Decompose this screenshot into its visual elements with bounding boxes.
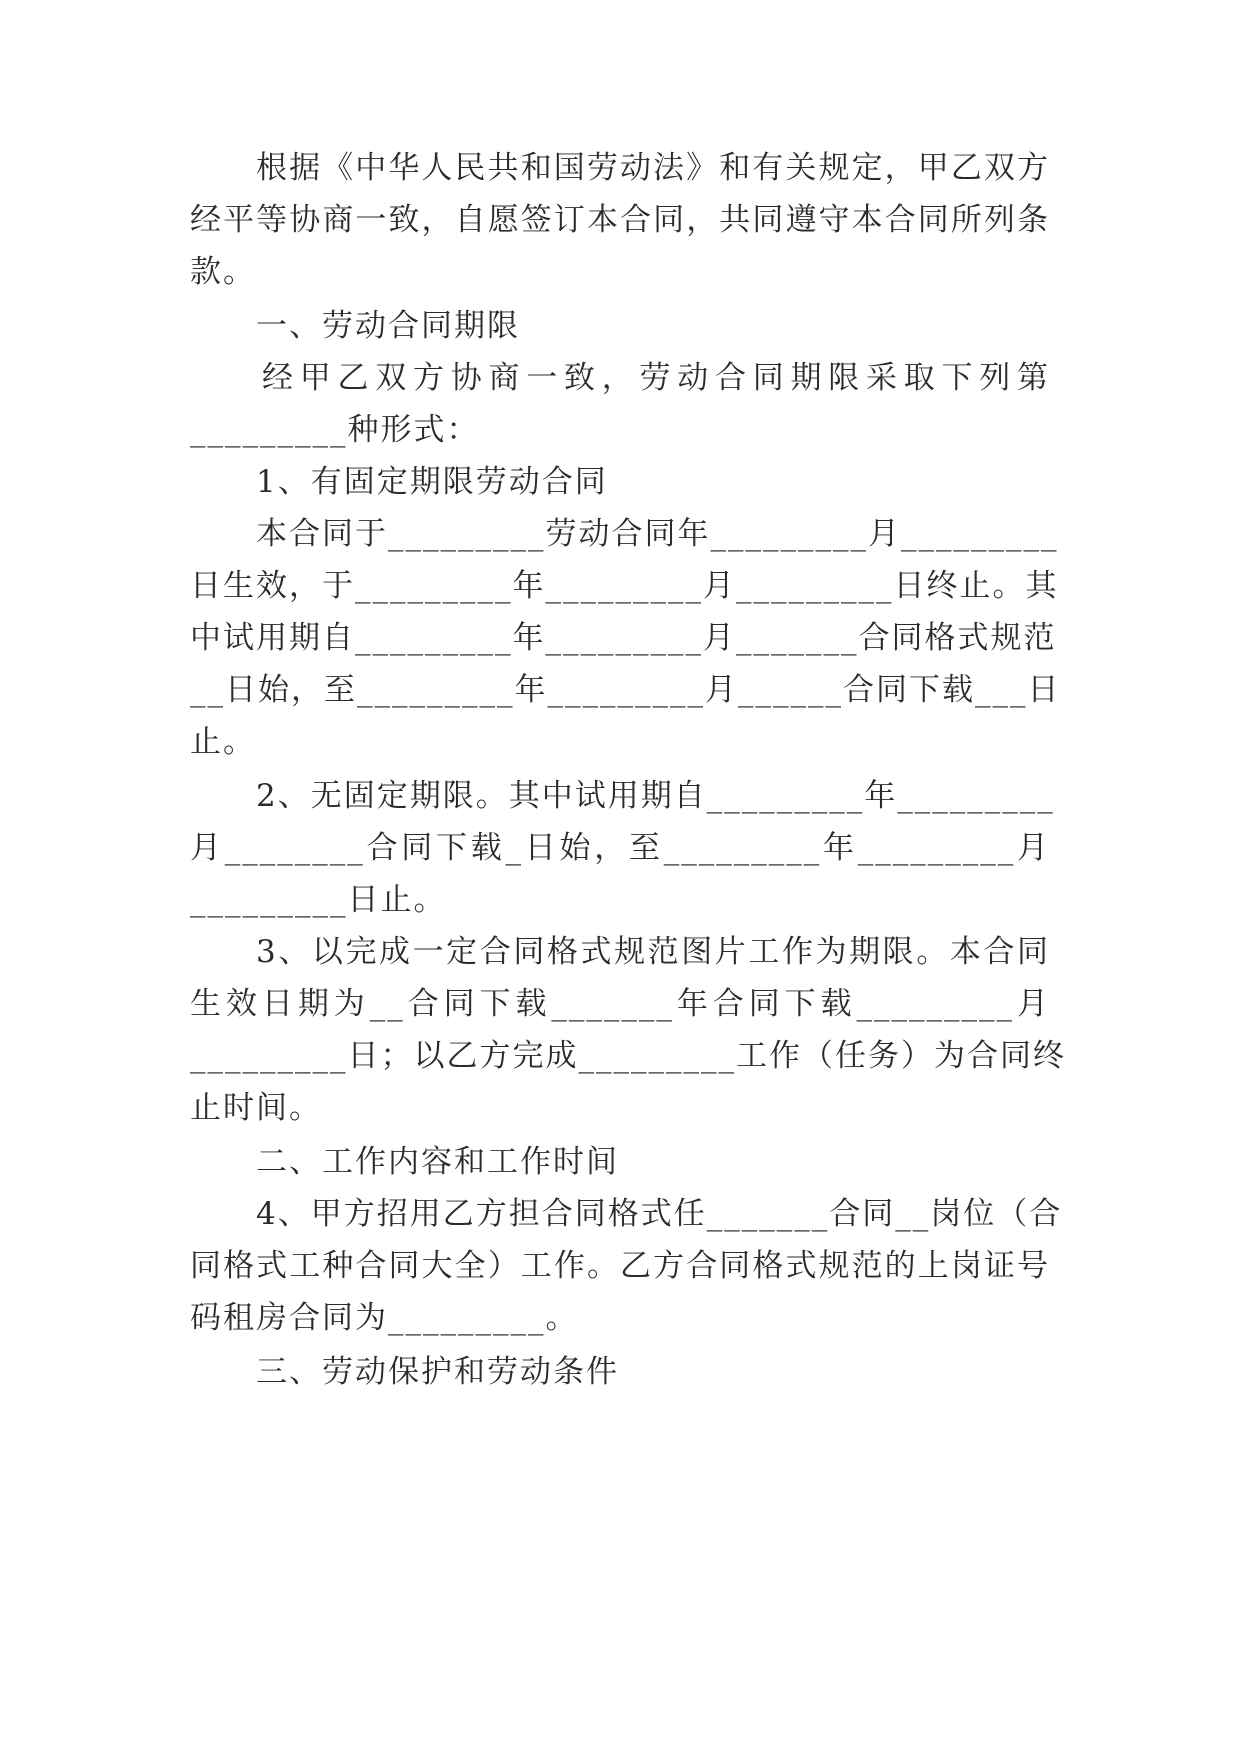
clause-2-line-1: 2、无固定期限。其中试用期自_________年_________ — [256, 778, 1055, 814]
clause-2-line-3: _________日止。 — [190, 882, 447, 918]
clause-3-line-3: _________日；以乙方完成_________工作（任务）为合同终 — [190, 1038, 1066, 1074]
paragraph-term-line-1: 经甲乙双方协商一致，劳动合同期限采取下列第 — [262, 360, 1050, 396]
paragraph-intro-line-2: 经平等协商一致，自愿签订本合同，共同遵守本合同所列条 — [190, 202, 1050, 238]
clause-3-line-1: 3、以完成一定合同格式规范图片工作为期限。本合同 — [256, 934, 1050, 970]
paragraph-intro-line-1: 根据《中华人民共和国劳动法》和有关规定，甲乙双方 — [256, 150, 1050, 186]
paragraph-term-line-2: _________种形式： — [190, 412, 480, 448]
section-heading-2: 二、工作内容和工作时间 — [256, 1144, 619, 1180]
section-heading-3: 三、劳动保护和劳动条件 — [256, 1354, 619, 1390]
clause-1-heading: 1、有固定期限劳动合同 — [256, 464, 608, 500]
clause-1-line-5: 止。 — [190, 724, 256, 760]
clause-4-line-2: 同格式工种合同大全）工作。乙方合同格式规范的上岗证号 — [190, 1248, 1050, 1284]
clause-1-line-3: 中试用期自_________年_________月_______合同格式规范 — [190, 620, 1057, 656]
clause-4-line-3: 码租房合同为_________。 — [190, 1300, 579, 1336]
paragraph-intro-line-3: 款。 — [190, 254, 256, 290]
clause-1-line-2: 日生效，于_________年_________月_________日终止。其 — [190, 568, 1059, 604]
clause-2-line-2: 月________合同下载_日始，至_________年_________月 — [190, 830, 1050, 866]
clause-1-line-1: 本合同于_________劳动合同年_________月_________ — [256, 516, 1059, 552]
clause-3-line-2: 生效日期为__合同下载_______年合同下载_________月 — [190, 986, 1050, 1022]
clause-3-line-4: 止时间。 — [190, 1090, 322, 1126]
clause-4-line-1: 4、甲方招用乙方担合同格式任_______合同__岗位（合 — [256, 1196, 1063, 1232]
section-heading-1: 一、劳动合同期限 — [256, 308, 520, 344]
clause-1-line-4: __日始，至_________年_________月______合同下载___日 — [190, 672, 1061, 708]
